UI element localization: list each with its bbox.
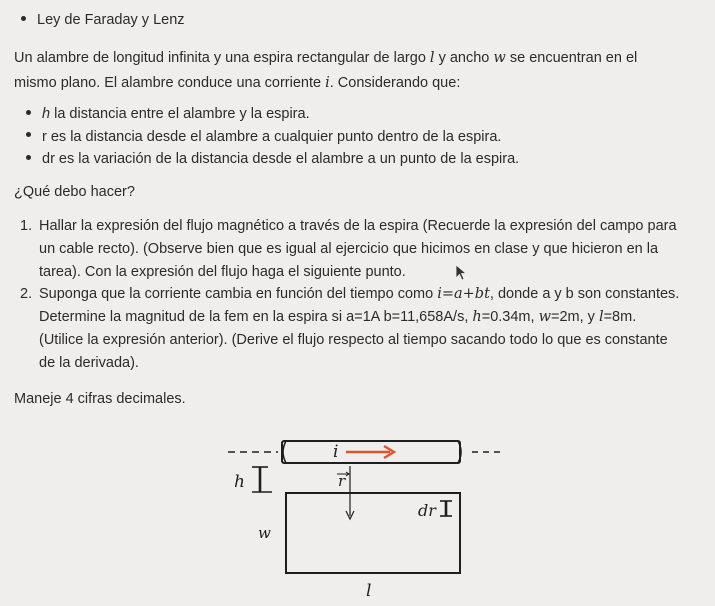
task-line: Hallar la expresión del flujo magnético a través de la espira (Recuerde la expresión del campo para: [39, 218, 677, 234]
item-text: r es la distancia desde el alambre a cualquier punto dentro de la espira.: [42, 128, 502, 145]
var-w: w: [493, 50, 506, 66]
current-formula: i=a+bt: [437, 286, 490, 303]
text: , donde a y b son constantes.: [489, 286, 680, 303]
current-arrow: [346, 446, 394, 458]
text: =2m, y: [550, 309, 599, 326]
var-l: l: [598, 309, 604, 326]
list-item: [26, 126, 519, 149]
var-i: i: [325, 75, 330, 91]
bullet-dot: [21, 16, 26, 21]
task-item: [20, 215, 700, 283]
task-number: 2.: [20, 286, 33, 303]
diagram-lines: [228, 441, 500, 573]
intro-text: Un alambre de longitud infinita y una espira rectangular de largo: [14, 50, 430, 66]
text: Suponga que la corriente cambia en función del tiempo como: [39, 286, 438, 303]
task-line: un cable recto). (Observe bien que es igual al ejercicio que hicimos en clase y que hicieron en la: [39, 240, 659, 257]
list-item: [26, 148, 519, 171]
decimal-instruction: Maneje 4 cifras decimales.: [14, 391, 186, 407]
wire-end-left: [283, 441, 286, 463]
var-l: l: [429, 50, 435, 66]
topic-title: Ley de Faraday y Lenz: [37, 12, 185, 28]
label-l: l: [366, 581, 372, 601]
label-w: w: [258, 524, 271, 542]
list-item: [26, 103, 519, 126]
intro-paragraph: [14, 46, 704, 96]
wire-loop-diagram: [222, 430, 507, 602]
label-r: r: [338, 472, 346, 490]
text: Determine la magnitud de la fem en la espira si a=1A b=11,658A/s,: [39, 309, 473, 326]
intro-text: se encuentran en el: [505, 50, 638, 66]
considerations-list: [26, 103, 519, 171]
bullet-dot: [26, 110, 31, 115]
item-text: dr es la variación de la distancia desde el alambre a un punto de la espira.: [42, 151, 520, 167]
var-w: w: [538, 309, 551, 326]
var-h: h: [42, 106, 51, 122]
question-heading: ¿Qué debo hacer?: [14, 184, 135, 200]
label-h: h: [234, 472, 245, 492]
topic-bullet: [21, 12, 185, 28]
task-line: de la derivada).: [39, 354, 139, 371]
task-line: [39, 306, 700, 329]
label-dr: dr: [418, 501, 436, 520]
var-h: h: [472, 309, 482, 326]
task-line: (Utilice la expresión anterior). (Derive el flujo respecto al tiempo sacando todo lo que es constante: [39, 331, 668, 348]
intro-text: . Considerando que:: [329, 75, 461, 91]
bullet-dot: [26, 132, 31, 137]
mouse-cursor-icon: [455, 264, 469, 282]
task-line: [39, 283, 700, 306]
text: =0.34m,: [481, 309, 539, 326]
intro-text: y ancho: [434, 50, 494, 66]
intro-text: mismo plano. El alambre conduce una corriente: [14, 75, 326, 91]
bullet-dot: [26, 155, 31, 160]
task-number: 1.: [20, 218, 33, 234]
task-line: tarea). Con la expresión del flujo haga el siguiente punto.: [39, 263, 406, 280]
label-i: i: [333, 442, 339, 462]
task-item: [20, 283, 700, 374]
item-text: la distancia entre el alambre y la espira.: [50, 106, 310, 122]
text: =8m.: [603, 309, 637, 326]
task-list: [20, 215, 700, 375]
